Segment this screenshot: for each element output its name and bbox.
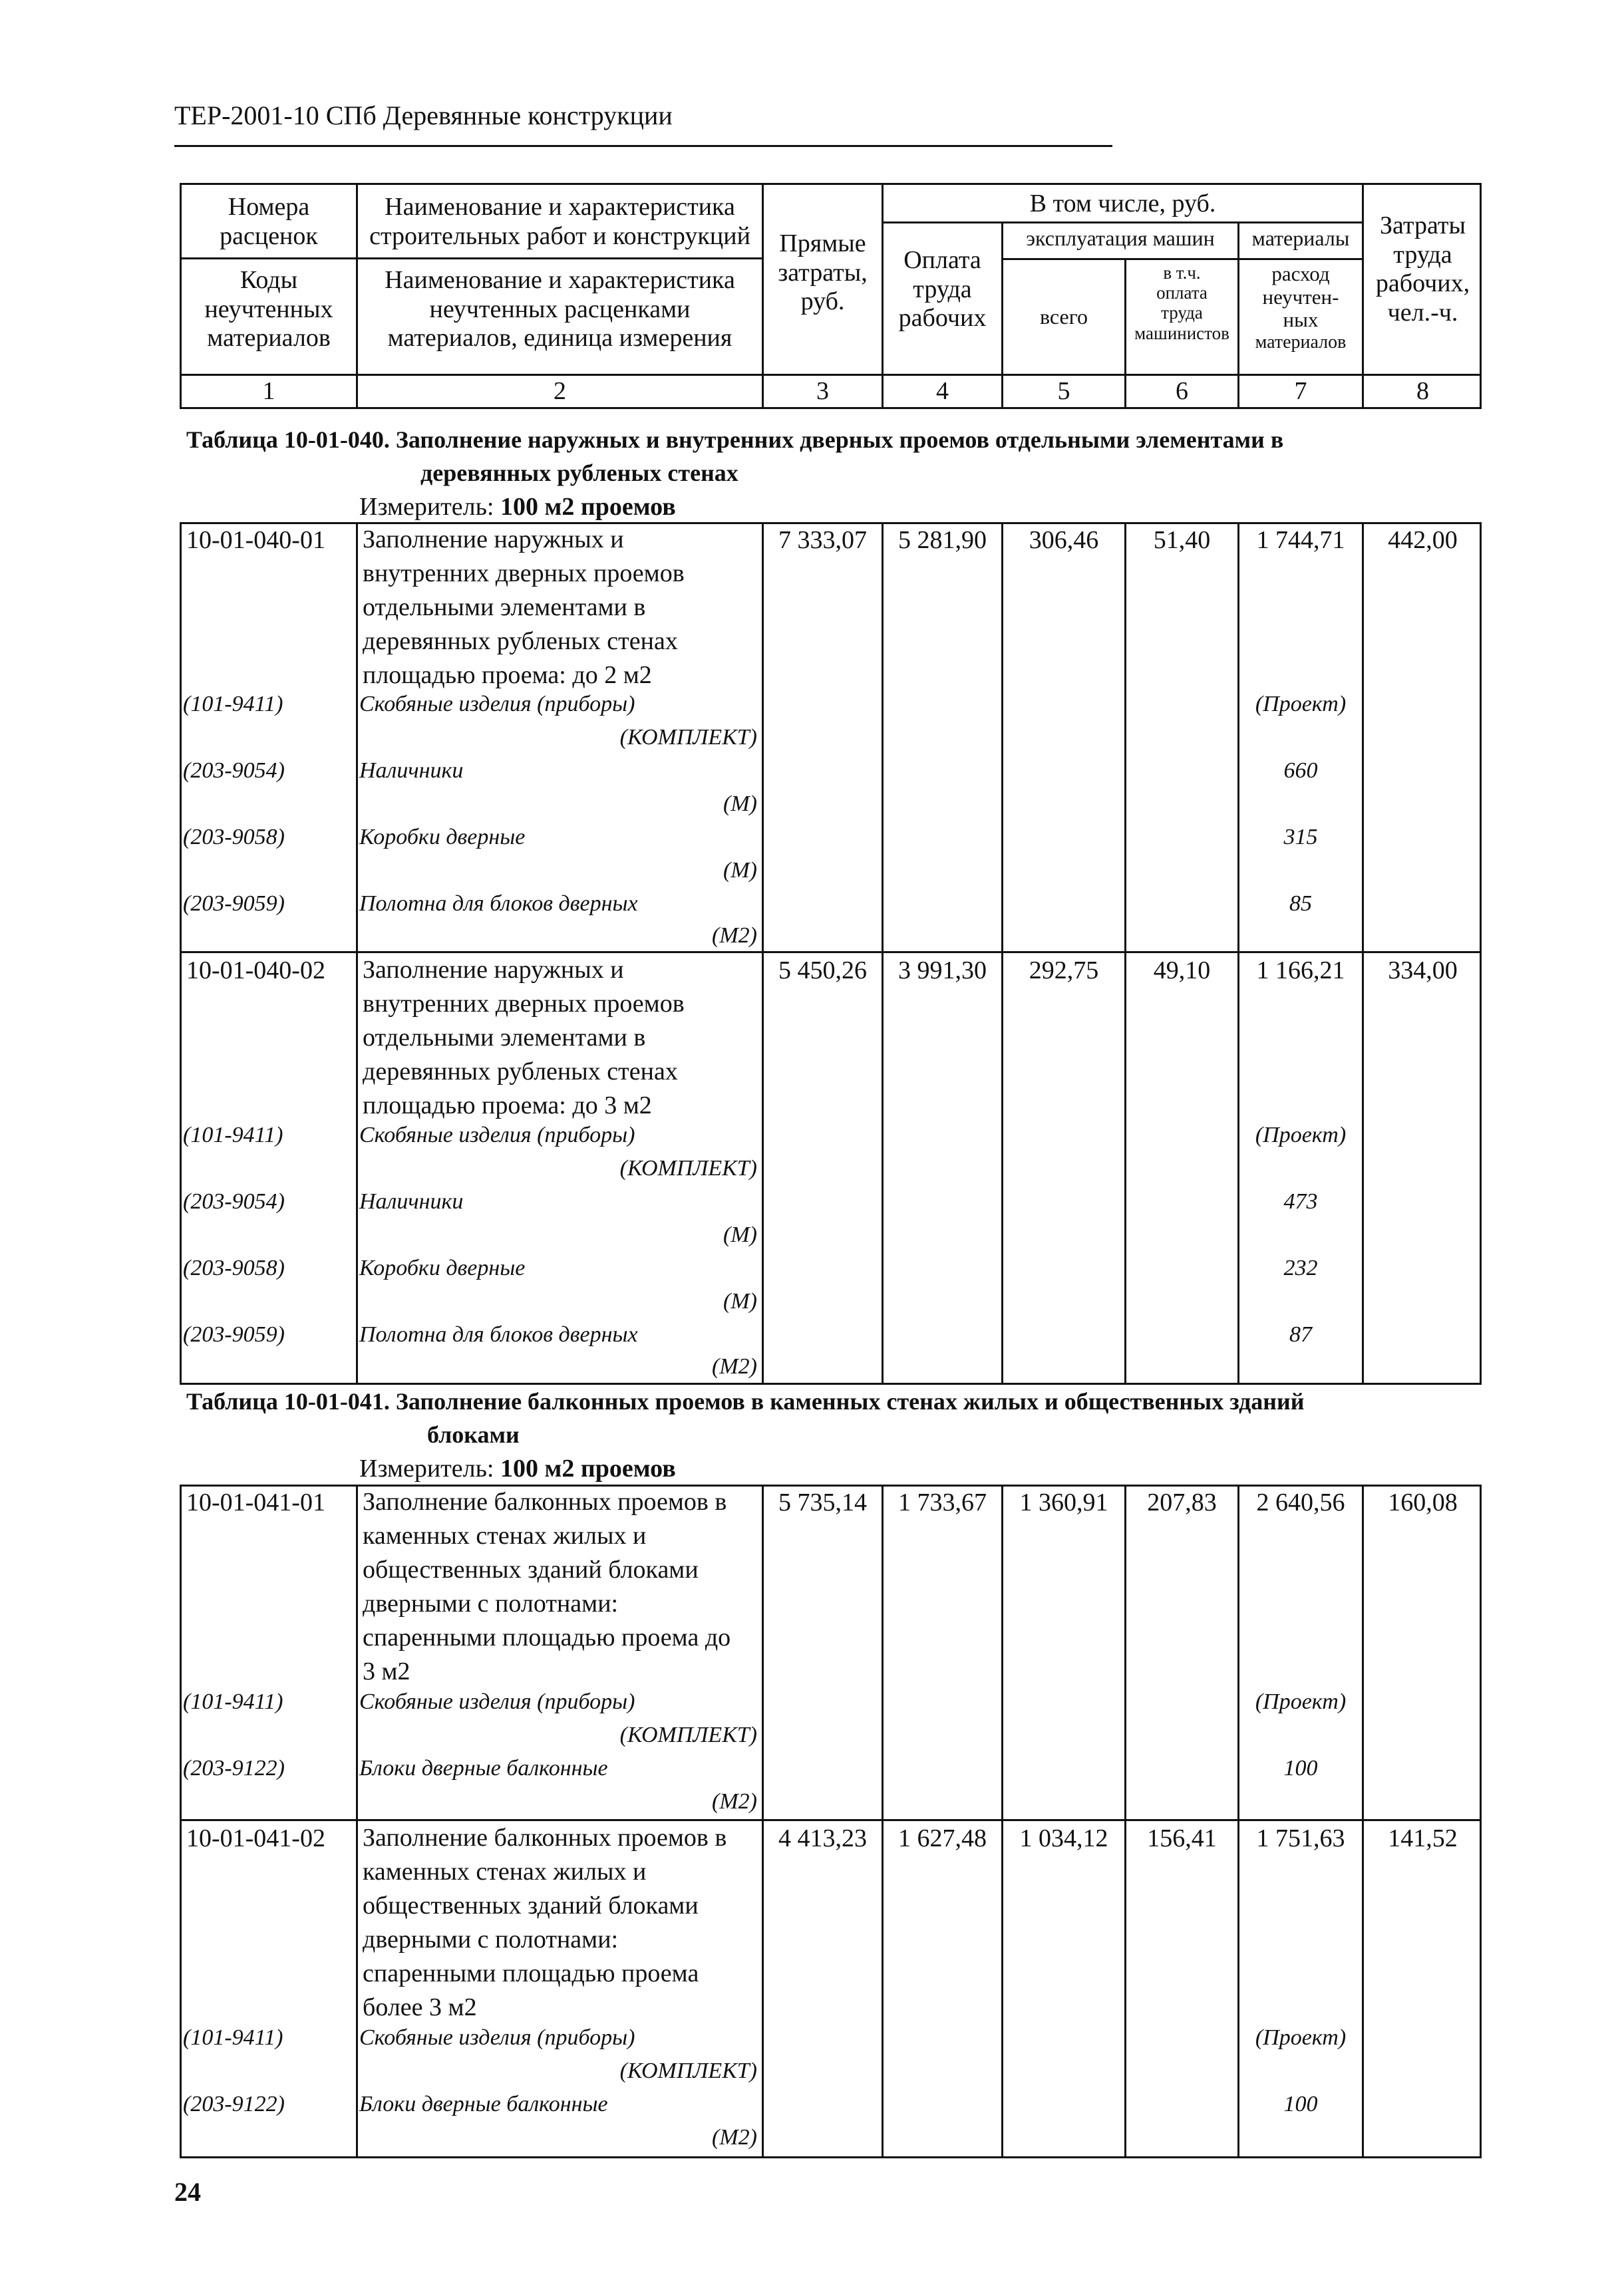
rate-code: 10-01-041-01 — [186, 1489, 325, 1516]
header-col6-line3: труда — [1161, 303, 1203, 323]
header-col8-line1: Затраты — [1379, 212, 1466, 239]
column-number-4: 4 — [936, 377, 949, 405]
column-number-8: 8 — [1416, 377, 1429, 405]
description-line: 3 м2 — [363, 1657, 410, 1685]
materials-cost: 1 751,63 — [1256, 1824, 1345, 1852]
description-line: спаренными площадью проема — [363, 1959, 699, 1987]
material-quantity: 660 — [1283, 758, 1318, 783]
header-col7-line2: неучтен- — [1262, 285, 1339, 309]
material-code: (203-9122) — [183, 2092, 285, 2116]
header-group-label: В том числе, руб. — [1029, 190, 1216, 217]
materials-cost: 1 744,71 — [1256, 526, 1345, 554]
material-unit: (КОМПЛЕКТ) — [619, 1156, 757, 1181]
material-unit: (М2) — [712, 1789, 757, 1814]
labor-hours: 334,00 — [1388, 956, 1458, 984]
material-name: Коробки дверные — [359, 825, 526, 849]
labor-hours: 141,52 — [1388, 1824, 1458, 1852]
description-line: внутренних дверных проемов — [363, 990, 685, 1018]
description-line: площадью проема: до 2 м2 — [363, 661, 652, 689]
material-unit: (М2) — [712, 923, 757, 948]
header-col8-line3: рабочих, — [1375, 269, 1470, 298]
material-quantity: 473 — [1283, 1189, 1318, 1214]
material-name: Скобяные изделия (приборы) — [359, 2025, 635, 2050]
header-col4-line1: Оплата — [903, 246, 981, 274]
description-line: Заполнение балконных проемов в — [363, 1488, 727, 1516]
header-col8-line4: чел.-ч. — [1387, 299, 1458, 327]
material-name: Скобяные изделия (приборы) — [359, 1689, 635, 1714]
description-line: деревянных рубленых стенах — [363, 1058, 678, 1085]
material-unit: (М2) — [712, 1354, 757, 1379]
material-code: (101-9411) — [183, 1689, 283, 1714]
table-041-measure — [359, 1454, 676, 1483]
measure-prefix: Измеритель: — [359, 1455, 500, 1483]
column-number-1: 1 — [262, 377, 275, 405]
material-unit: (КОМПЛЕКТ) — [619, 725, 757, 750]
material-name: Скобяные изделия (приборы) — [359, 1123, 635, 1147]
header-col2-line1: Наименование и характеристика — [385, 193, 735, 221]
header-col4-line2: труда — [913, 275, 972, 303]
labor-cost: 1 733,67 — [898, 1489, 987, 1516]
material-quantity: 100 — [1283, 2092, 1318, 2116]
header-col6-line4: машинистов — [1134, 323, 1229, 343]
table-040-title-line2: деревянных рубленых стенах — [420, 460, 738, 486]
description-line: более 3 м2 — [363, 1993, 477, 2021]
material-quantity: (Проект) — [1255, 1123, 1347, 1147]
machine-operator-cost: 156,41 — [1147, 1824, 1217, 1852]
rate-description — [363, 1485, 760, 1689]
header-machines-label: эксплуатация машин — [1026, 226, 1215, 250]
material-code: (203-9058) — [183, 825, 285, 849]
material-quantity: 87 — [1289, 1322, 1312, 1347]
material-name: Коробки дверные — [359, 1256, 526, 1280]
header-col2-sub-line3: материалов, единица измерения — [387, 324, 732, 353]
description-line: отдельными элементами в — [363, 593, 646, 621]
labor-hours: 442,00 — [1388, 526, 1458, 554]
machine-cost-total: 1 360,91 — [1019, 1489, 1108, 1516]
rate-description — [363, 1821, 760, 2025]
header-col2-sub-line1: Наименование и характеристика — [385, 266, 735, 294]
rate-code: 10-01-041-02 — [186, 1824, 325, 1852]
direct-cost: 7 333,07 — [778, 526, 867, 554]
rate-description — [363, 523, 758, 692]
header-col1-sub-line3: материалов — [207, 324, 331, 353]
description-line: Заполнение наружных и — [363, 956, 624, 984]
direct-cost: 5 735,14 — [778, 1489, 867, 1516]
header-col8-line2: труда — [1393, 240, 1452, 269]
material-quantity: 85 — [1289, 891, 1312, 916]
machine-cost-total: 1 034,12 — [1019, 1824, 1108, 1852]
document-title: ТЕР-2001-10 СПб Деревянные конструкции — [174, 100, 673, 130]
column-number-2: 2 — [554, 377, 566, 405]
header-col3-line1: Прямые — [779, 229, 866, 257]
header-col1-sub-line2: неучтенных — [204, 295, 333, 323]
material-unit: (М) — [723, 1222, 757, 1247]
material-name: Наличники — [359, 758, 464, 783]
material-code: (101-9411) — [183, 1123, 283, 1147]
machine-operator-cost: 51,40 — [1153, 526, 1211, 554]
header-col1-line1: Номера — [228, 193, 310, 221]
column-number-7: 7 — [1294, 377, 1307, 405]
direct-cost: 5 450,26 — [778, 956, 867, 984]
material-code: (203-9058) — [183, 1256, 285, 1280]
material-code: (203-9122) — [183, 1756, 285, 1781]
description-line: каменных стенах жилых и — [363, 1522, 647, 1550]
material-name: Наличники — [359, 1189, 464, 1214]
description-line: общественных зданий блоками — [363, 1556, 699, 1584]
table-041-title-line1: Таблица 10-01-041. Заполнение балконных проемов в каменных стенах жилых и общественных зданий — [186, 1388, 1305, 1415]
labor-cost: 1 627,48 — [898, 1824, 987, 1852]
labor-cost: 3 991,30 — [898, 956, 987, 984]
material-code: (203-9059) — [183, 891, 285, 916]
description-line: дверными с полотнами: — [363, 1590, 619, 1618]
labor-hours: 160,08 — [1388, 1489, 1458, 1516]
header-col3-line2: затраты, — [778, 258, 868, 287]
description-line: отдельными элементами в — [363, 1024, 646, 1052]
header-col1-line2: расценок — [220, 221, 318, 250]
column-number-6: 6 — [1176, 377, 1188, 405]
material-quantity: (Проект) — [1255, 1689, 1347, 1714]
material-name: Полотна для блоков дверных — [359, 1322, 638, 1347]
header-col2-sub-line2: неучтенных расценками — [429, 295, 691, 323]
title-rule — [174, 145, 1112, 147]
description-line: внутренних дверных проемов — [363, 559, 685, 587]
header-col5: всего — [1039, 305, 1088, 329]
material-name: Скобяные изделия (приборы) — [359, 692, 635, 716]
material-unit: (КОМПЛЕКТ) — [619, 2059, 757, 2083]
material-quantity: (Проект) — [1255, 692, 1347, 716]
material-name: Полотна для блоков дверных — [359, 891, 638, 916]
machine-cost-total: 306,46 — [1029, 526, 1099, 554]
measure-value: 100 м2 проемов — [500, 493, 676, 521]
table-040-title-line1: Таблица 10-01-040. Заполнение наружных и внутренних дверных проемов отдельными элементами в — [186, 426, 1284, 453]
header-col3-line3: руб. — [800, 287, 845, 316]
machine-cost-total: 292,75 — [1029, 956, 1099, 984]
material-code: (203-9059) — [183, 1322, 285, 1347]
machine-operator-cost: 49,10 — [1153, 956, 1211, 984]
material-unit: (М) — [723, 791, 757, 816]
measure-prefix: Измеритель: — [359, 493, 500, 521]
header-col6-line2: оплата — [1156, 283, 1208, 303]
material-unit: (М2) — [712, 2125, 757, 2150]
material-code: (203-9054) — [183, 758, 285, 783]
description-line: площадью проема: до 3 м2 — [363, 1091, 652, 1119]
description-line: Заполнение балконных проемов в — [363, 1824, 727, 1852]
material-quantity: 100 — [1283, 1756, 1318, 1781]
rate-description — [363, 953, 758, 1123]
material-quantity: 315 — [1283, 825, 1318, 849]
table-041-title-line2: блоками — [427, 1421, 520, 1448]
material-code: (101-9411) — [183, 2025, 283, 2050]
page-number: 24 — [174, 2177, 201, 2207]
material-quantity: (Проект) — [1255, 2025, 1347, 2050]
description-line: дверными с полотнами: — [363, 1926, 619, 1953]
description-line: Заполнение наружных и — [363, 525, 624, 553]
material-unit: (КОМПЛЕКТ) — [619, 1723, 757, 1747]
labor-cost: 5 281,90 — [898, 526, 987, 554]
header-col6-line1: в т.ч. — [1163, 263, 1201, 283]
header-col7-line1: расход — [1271, 262, 1330, 285]
header-col7-line4: материалов — [1255, 332, 1347, 353]
description-line: спаренными площадью проема до — [363, 1624, 731, 1651]
direct-cost: 4 413,23 — [778, 1824, 867, 1852]
rate-code: 10-01-040-02 — [186, 956, 325, 984]
material-name: Блоки дверные балконные — [359, 2092, 608, 2116]
machine-operator-cost: 207,83 — [1147, 1489, 1217, 1516]
table-040-measure — [359, 492, 676, 521]
header-col4-line3: рабочих — [898, 304, 987, 333]
materials-cost: 1 166,21 — [1256, 956, 1345, 984]
header-col2-line2: строительных работ и конструкций — [369, 221, 750, 250]
description-line: деревянных рубленых стенах — [363, 627, 678, 655]
description-line: каменных стенах жилых и — [363, 1858, 647, 1886]
material-name: Блоки дверные балконные — [359, 1756, 608, 1781]
material-quantity: 232 — [1283, 1256, 1318, 1280]
column-number-5: 5 — [1057, 377, 1070, 405]
rate-code: 10-01-040-01 — [186, 526, 325, 554]
material-unit: (М) — [723, 1289, 757, 1314]
header-col7-line3: ных — [1283, 308, 1319, 332]
header-col1-sub-line1: Коды — [240, 266, 298, 294]
header-materials-label: материалы — [1251, 226, 1350, 250]
material-code: (101-9411) — [183, 692, 283, 716]
material-code: (203-9054) — [183, 1189, 285, 1214]
materials-cost: 2 640,56 — [1256, 1489, 1345, 1516]
column-number-3: 3 — [816, 377, 829, 405]
material-unit: (М) — [723, 858, 757, 883]
measure-value: 100 м2 проемов — [500, 1455, 676, 1483]
description-line: общественных зданий блоками — [363, 1892, 699, 1920]
